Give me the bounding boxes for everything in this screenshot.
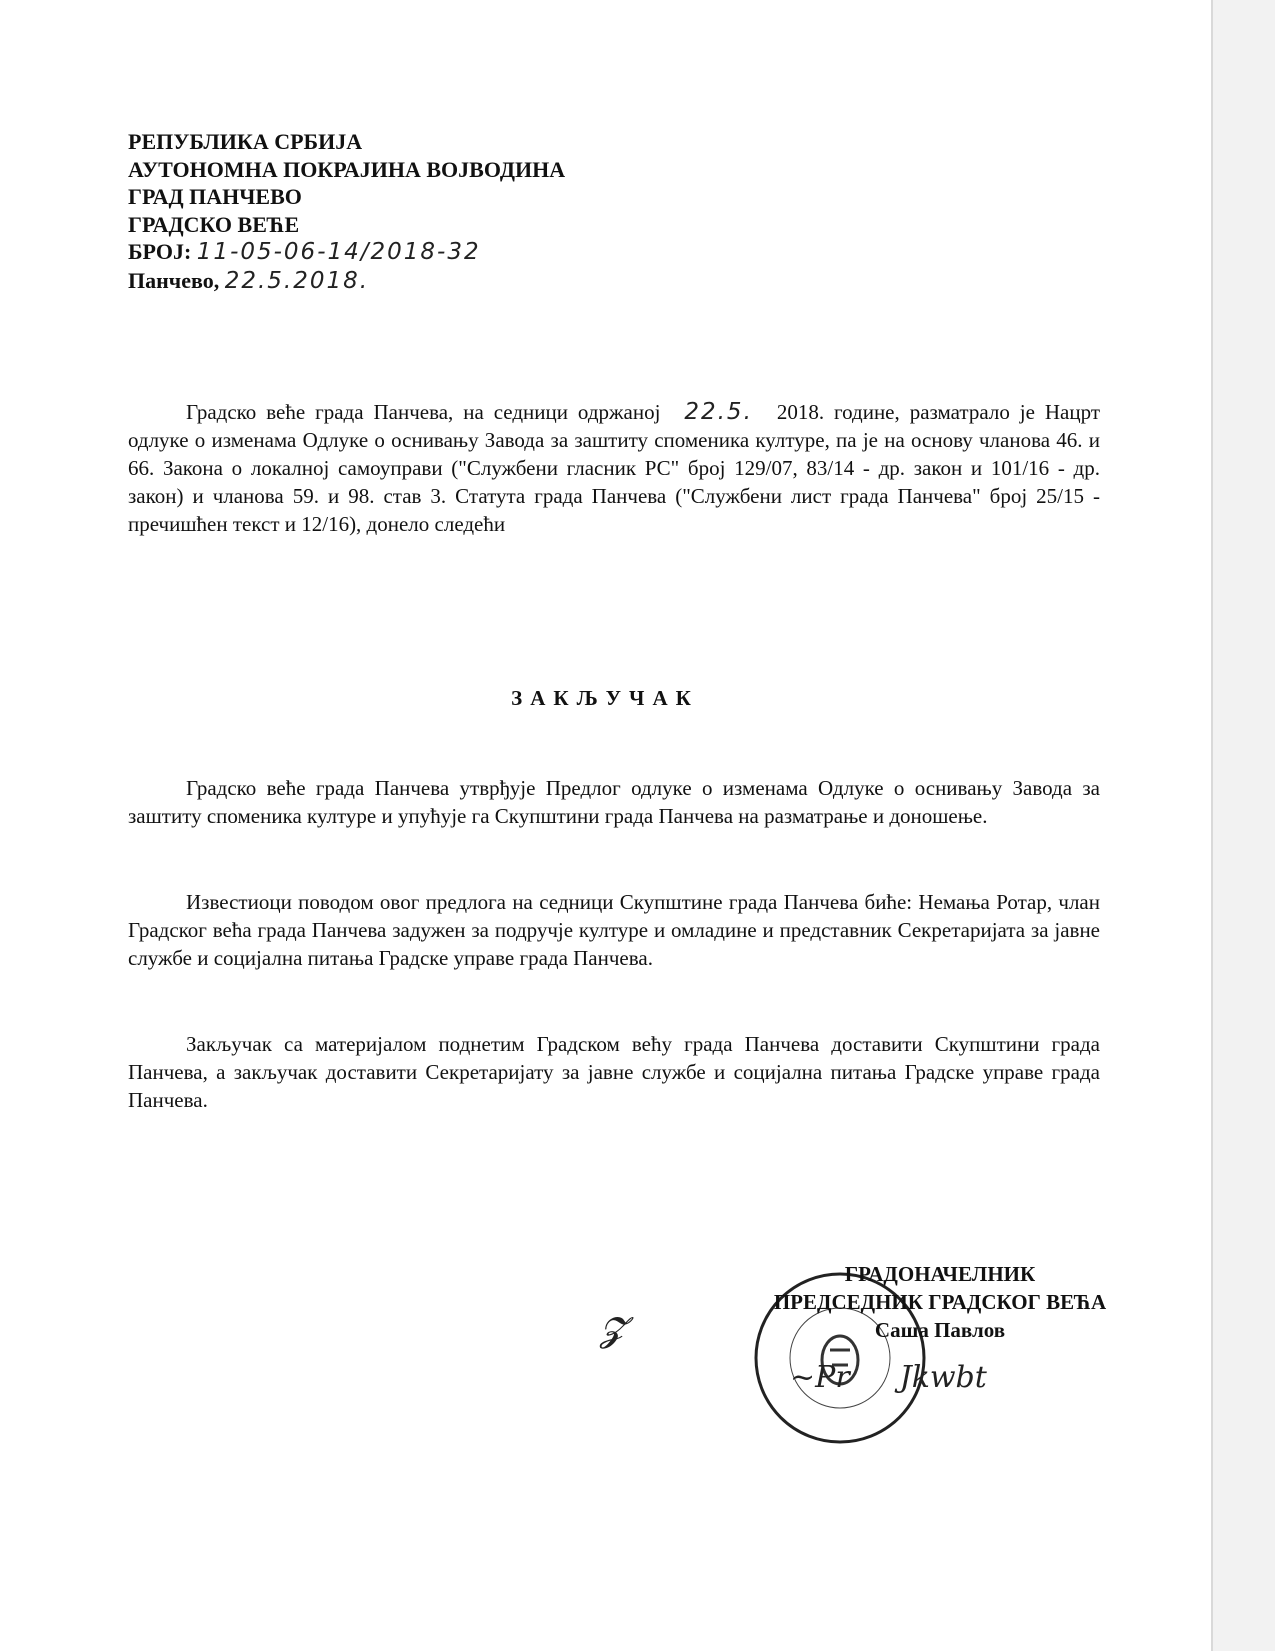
signature-name: Саша Павлов [874,1318,1006,1342]
number-value: 11-05-06-14/2018-32 [196,239,481,265]
paragraph-1 [128,774,1100,830]
initials-signature: 𝓩 [600,1310,625,1350]
header-republic: РЕПУБЛИКА СРБИЈА [128,129,363,154]
header-province: АУТОНОМНА ПОКРАЈИНА ВОЈВОДИНА [128,156,566,182]
header-place-date [128,267,565,296]
session-date: 22.5. [684,399,753,425]
signature-title-president: ПРЕДСЕДНИК ГРАДСКОГ ВЕЋА [773,1290,1107,1314]
intro-paragraph [128,398,1100,538]
paragraph-3 [128,1030,1100,1114]
paragraph-text: Градско веће града Панчева утврђује Предлог одлуке о изменама Одлуке о оснивању Завода за заштиту споменика културе и упућује га Скупштини града Панчева на разматрање и доношење. [128,776,1100,828]
place-label: Панчево, [128,267,220,293]
date-value: 22.5.2018. [224,267,370,294]
handwritten-signature: ~Pr Jkwbt [790,1360,987,1395]
paragraph-text: Закључак са материјалом поднетим Градском већу града Панчева доставити Скупштини града Панчева, а закључак доставити Секретаријату за јавне службе и социјална питања Градске управе града Панчева. [128,1032,1100,1112]
document-header [128,128,565,295]
intro-text-rest: 2018. године, разматрало је Нацрт одлуке о изменама Одлуке о оснивању Завода за заштиту споменика културе, па је на основу чланова 46. и 66. Закона о локалној самоуправи ("Службени гласник РС" број 129/07, 83/14 - др. закон и 101/16 - др. закон) и чланова 59. и 98. став 3. Статута града Панчева ("Службени лист града Панчева" број 25/15 - пречишћен текст и 12/16), донело следећи [128,400,1101,536]
signature-block [730,1260,1150,1344]
paragraph-2 [128,888,1100,972]
number-label: БРОЈ: [128,239,192,264]
header-number [128,238,565,267]
header-city: ГРАД ПАНЧЕВО [128,184,302,209]
document-title: ЗАКЉУЧАК [511,686,699,710]
signature-title-mayor: ГРАДОНАЧЕЛНИК [844,1262,1036,1286]
paragraph-text: Известиоци поводом овог предлога на седници Скупштине града Панчева биће: Немања Ротар, члан Градског већа града Панчева задужен за подручје културе и омладине и представник Секретаријата за јавне службе и социјална питања Градске управе града Панчева. [128,890,1100,970]
header-council: ГРАДСКО ВЕЋЕ [128,211,300,237]
intro-text: Градско веће града Панчева, на седници одржаној [186,400,661,424]
page-edge [1211,0,1275,1651]
